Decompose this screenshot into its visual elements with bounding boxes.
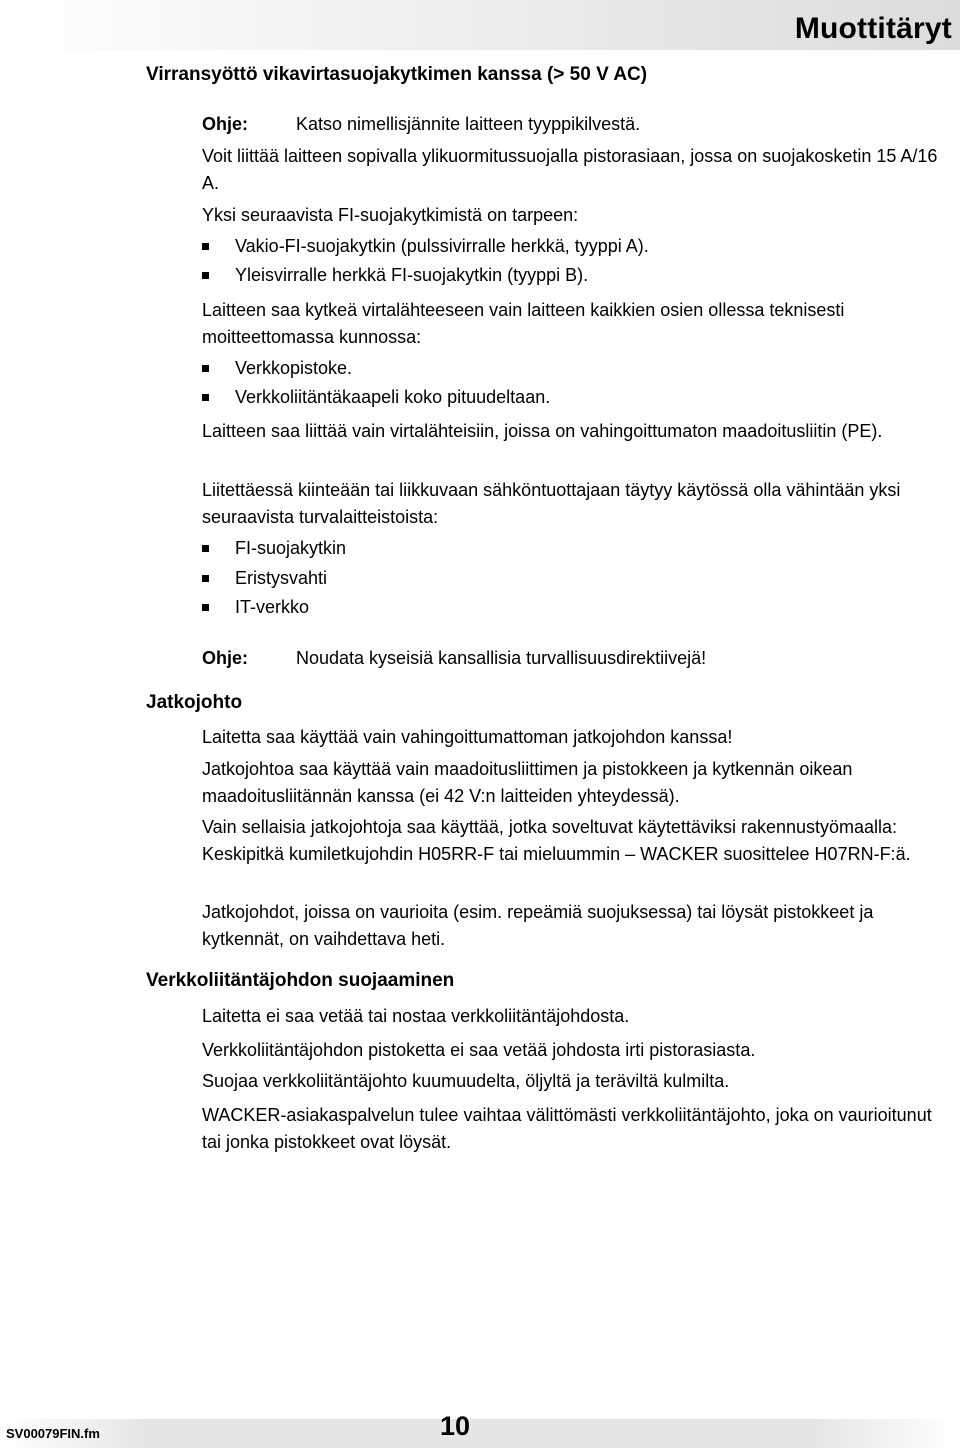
list-item — [202, 358, 352, 379]
bullet-square-icon — [202, 604, 209, 611]
section-heading-cable-protection: Verkkoliitäntäjohdon suojaaminen — [146, 970, 455, 991]
list-item-text: Eristysvahti — [235, 568, 328, 588]
list-item — [202, 538, 346, 559]
list-item — [202, 236, 649, 257]
bullet-square-icon — [202, 545, 209, 552]
paragraph: Suojaa verkkoliitäntäjohto kuumuudelta, öljyltä ja teräviltä kulmilta. — [202, 1071, 730, 1091]
page-number: 10 — [440, 1411, 471, 1441]
paragraph: Verkkoliitäntäjohdon pistoketta ei saa vetää johdosta irti pistorasiasta. — [202, 1040, 756, 1060]
paragraph: Laitetta saa käyttää vain vahingoittumattoman jatkojohdon kanssa! — [202, 727, 733, 747]
section-heading-extension-cord: Jatkojohto — [146, 692, 243, 713]
paragraph: Yksi seuraavista FI-suojakytkimistä on tarpeen: — [202, 205, 579, 225]
bullet-square-icon — [202, 365, 209, 372]
list-item-text: Yleisvirralle herkkä FI-suojakytkin (tyyppi B). — [235, 265, 589, 285]
paragraph: Voit liittää laitteen sopivalla ylikuormitussuojalla pistorasiaan, jossa on suojakosketin 15 A/16 A. — [202, 146, 938, 193]
bullet-square-icon — [202, 243, 209, 250]
list-item — [202, 597, 309, 618]
footer-bar — [0, 1419, 960, 1448]
paragraph: Jatkojohtoa saa käyttää vain maadoitusliittimen ja pistokkeen ja kytkennän oikean maadoitusliitännän kanssa (ei 42 V:n laitteiden yhteydessä). — [202, 759, 853, 806]
paragraph: Vain sellaisia jatkojohtoja saa käyttää, jotka soveltuvat käytettäviksi rakennustyömaalla: Keskipitkä kumiletkujohdin H05RR-F tai mieluummin – WACKER suosittelee H07RN-F:ä. — [202, 817, 911, 864]
bullet-square-icon — [202, 575, 209, 582]
note-label: Ohje: — [202, 648, 249, 668]
paragraph: Jatkojohdot, joissa on vaurioita (esim. repeämiä suojuksessa) tai löysät pistokkeet ja kytkennät, on vaihdettava heti. — [202, 902, 874, 949]
paragraph: Liitettäessä kiinteään tai liikkuvaan sähköntuottajaan täytyy käytössä olla vähintään yksi seuraavista turvalaitteistoista: — [202, 480, 901, 527]
list-item-text: FI-suojakytkin — [235, 538, 347, 558]
chapter-title: Muottitäryt — [794, 12, 952, 45]
paragraph: Laitetta ei saa vetää tai nostaa verkkoliitäntäjohdosta. — [202, 1006, 630, 1026]
list-item — [202, 265, 588, 286]
section-heading-power-supply: Virransyöttö vikavirtasuojakytkimen kanssa (> 50 V AC) — [146, 64, 648, 85]
bullet-square-icon — [202, 394, 209, 401]
list-item — [202, 387, 550, 408]
paragraph: Laitteen saa liittää vain virtalähteisiin, joissa on vahingoittumaton maadoitusliitin (PE). — [202, 421, 883, 441]
note-text: Katso nimellisjännite laitteen tyyppikilvestä. — [296, 114, 641, 134]
footer-file-name: SV00079FIN.fm — [6, 1426, 100, 1441]
paragraph: Laitteen saa kytkeä virtalähteeseen vain laitteen kaikkien osien ollessa teknisesti moitteettomassa kunnossa: — [202, 300, 845, 347]
list-item-text: Verkkopistoke. — [235, 358, 353, 378]
list-item-text: IT-verkko — [235, 597, 310, 617]
note-label: Ohje: — [202, 114, 249, 134]
list-item-text: Verkkoliitäntäkaapeli koko pituudeltaan. — [235, 387, 551, 407]
note-text: Noudata kyseisiä kansallisia turvallisuusdirektiivejä! — [296, 648, 707, 668]
list-item — [202, 568, 327, 589]
bullet-square-icon — [202, 272, 209, 279]
paragraph: WACKER-asiakaspalvelun tulee vaihtaa välittömästi verkkoliitäntäjohto, joka on vaurioitunut tai jonka pistokkeet ovat löysät. — [202, 1105, 932, 1152]
list-item-text: Vakio-FI-suojakytkin (pulssivirralle herkkä, tyyppi A). — [235, 236, 649, 256]
